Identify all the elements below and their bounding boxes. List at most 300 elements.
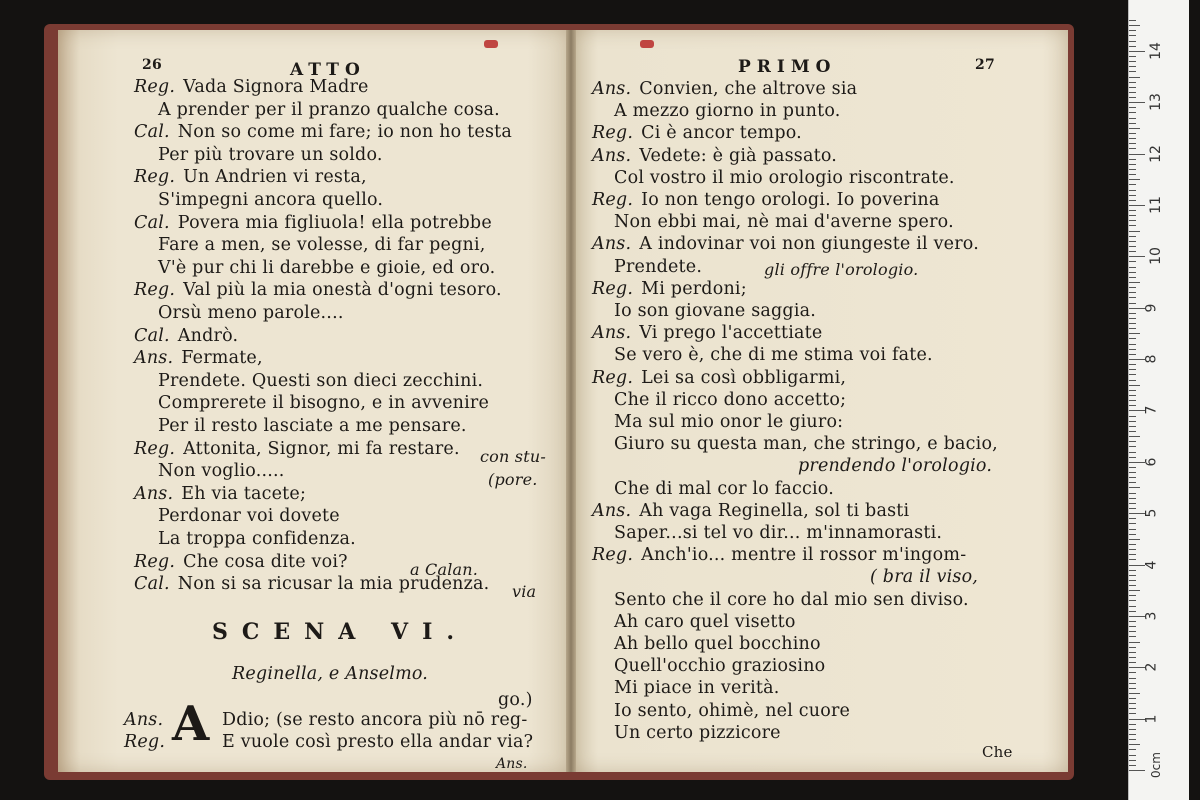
- verse-line: [134, 77, 369, 97]
- verse-line: [592, 501, 909, 521]
- verse-text: Quell'occhio graziosino: [614, 656, 826, 677]
- ruler-tick: [1129, 123, 1136, 124]
- ruler-tick: [1129, 729, 1136, 730]
- ruler-tick: [1129, 477, 1136, 478]
- ruler-tick: [1129, 765, 1136, 766]
- ruler-tick: [1129, 518, 1136, 519]
- ruler-tick: [1129, 133, 1136, 134]
- running-header-left: ATTO: [290, 60, 366, 80]
- ruler-number: 2: [1143, 662, 1160, 672]
- line-continuation: go.): [498, 690, 533, 710]
- catchword-right: Che: [982, 743, 1013, 761]
- speaker-label: Cal.: [134, 122, 170, 143]
- ruler-tick: [1129, 46, 1136, 47]
- ruler-tick: [1129, 261, 1136, 262]
- book-gutter: [566, 30, 576, 772]
- verse-line: [614, 412, 843, 432]
- ruler-tick: [1129, 303, 1136, 304]
- ruler-tick: [1129, 662, 1136, 663]
- ruler-tick: [1129, 698, 1136, 699]
- ruler-tick: [1129, 220, 1136, 221]
- verse-line: [614, 212, 954, 232]
- verse-line: [614, 390, 846, 410]
- ruler-tick: [1129, 267, 1136, 268]
- ruler-tick: [1129, 431, 1136, 432]
- scene-characters: Reginella, e Anselmo.: [232, 664, 429, 684]
- verse-text: Se vero è, che di me stima voi fate.: [614, 345, 933, 366]
- ruler-tick: [1129, 205, 1145, 206]
- verse-line: [158, 100, 500, 120]
- ruler-tick: [1129, 713, 1136, 714]
- verse-text: Lei sa così obbligarmi,: [641, 367, 847, 388]
- speaker-label: Reg.: [134, 77, 176, 97]
- ruler-tick: [1129, 400, 1136, 401]
- verse-line: [614, 257, 702, 277]
- scene-title: SCENA VI.: [212, 619, 469, 645]
- stage-direction: via: [512, 582, 537, 601]
- verse-line: [592, 545, 966, 565]
- ruler-tick: [1129, 118, 1136, 119]
- ruler-tick: [1129, 595, 1136, 596]
- ruler-tick: [1129, 570, 1136, 571]
- verse-line: [614, 479, 834, 499]
- verse-line: [614, 345, 933, 365]
- verse-text: Giuro su questa man, che stringo, e bacio,: [614, 434, 998, 455]
- ruler-tick: [1129, 179, 1140, 180]
- verse-text: Ah caro quel visetto: [614, 611, 796, 632]
- verse-line: [592, 190, 939, 210]
- ruler-tick: [1129, 256, 1145, 257]
- ruler-tick: [1129, 61, 1136, 62]
- ruler-tick: [1129, 724, 1136, 725]
- ruler-tick: [1129, 97, 1136, 98]
- stage-direction: con stu-: [480, 447, 546, 466]
- verse-text: Orsù meno parole....: [158, 303, 344, 323]
- ruler-tick: [1129, 487, 1140, 488]
- verse-text: Mi piace in verità.: [614, 678, 780, 699]
- verse-text: Vada Signora Madre: [183, 77, 369, 97]
- verse-text: Non si sa ricusar la mia prudenza.: [177, 574, 490, 595]
- ruler-tick: [1129, 169, 1136, 170]
- verse-line: [134, 167, 367, 187]
- ruler-number: 3: [1143, 611, 1160, 621]
- verse-line: [158, 393, 489, 413]
- ruler-tick: [1129, 159, 1136, 160]
- ruler-tick: [1129, 20, 1136, 21]
- verse-line: [614, 168, 955, 188]
- ruler-tick: [1129, 174, 1136, 175]
- ruler-tick: [1129, 441, 1136, 442]
- ruler-tick: [1129, 82, 1136, 83]
- ruler-tick: [1129, 611, 1136, 612]
- verse-line: [592, 146, 837, 166]
- speaker-label: Ans.: [134, 348, 174, 369]
- ruler-tick: [1129, 626, 1136, 627]
- ruler-tick: [1129, 652, 1136, 653]
- ruler-tick: [1129, 708, 1136, 709]
- ruler-number: 6: [1143, 457, 1160, 467]
- ruler-tick: [1129, 390, 1136, 391]
- ruler-tick: [1129, 71, 1136, 72]
- ruler-tick: [1129, 421, 1136, 422]
- verse-line: [134, 552, 348, 572]
- ruler-tick: [1129, 87, 1136, 88]
- ruler-tick: [1129, 349, 1136, 350]
- ruler-tick: [1129, 287, 1136, 288]
- ruler-tick: [1129, 446, 1136, 447]
- stage-direction: (pore.: [488, 470, 538, 489]
- ruler-tick: [1129, 344, 1136, 345]
- speaker-label: Ans.: [134, 483, 174, 504]
- ruler-tick: [1129, 297, 1136, 298]
- verse-line: [592, 79, 857, 99]
- catchword-left: Ans.: [496, 756, 528, 772]
- verse-text: Ma sul mio onor le giuro:: [614, 412, 844, 432]
- verse-text: Prendete.: [614, 256, 703, 277]
- verse-text: Sento che il core ho dal mio sen diviso.: [614, 589, 969, 610]
- verse-text: Non so come mi fare; io non ho testa: [177, 122, 512, 143]
- verse-text: Convien, che altrove sia: [639, 79, 858, 99]
- ruler-tick: [1129, 678, 1136, 679]
- ruler-tick: [1129, 426, 1136, 427]
- verse-line: [592, 234, 979, 254]
- ruler-number: 8: [1143, 354, 1160, 364]
- ruler-tick: [1129, 739, 1136, 740]
- verse-text: Fermate,: [181, 348, 263, 369]
- closing-line: [124, 732, 173, 752]
- ruler-tick: [1129, 148, 1136, 149]
- verse-line: [158, 303, 344, 323]
- verse-line: [134, 348, 263, 368]
- ruler-tick: [1129, 734, 1136, 735]
- speaker-label: Cal.: [134, 212, 170, 233]
- verse-text: Povera mia figliuola! ella potrebbe: [177, 212, 492, 233]
- ruler-tick: [1129, 600, 1136, 601]
- verse-line: [614, 301, 816, 321]
- ruler-tick: [1129, 210, 1136, 211]
- verse-text: Ah vaga Reginella, sol ti basti: [639, 500, 910, 521]
- ruler-tick: [1129, 41, 1136, 42]
- verse-text: Un Andrien vi resta,: [183, 167, 367, 188]
- closing-line-text: Ddio; (se resto ancora più nō reg-: [222, 710, 528, 730]
- ruler-number: 13: [1147, 93, 1164, 112]
- page-number-right: 27: [975, 57, 995, 73]
- verse-line: [134, 326, 238, 346]
- verse-line: [592, 279, 747, 299]
- speaker-label: Reg.: [592, 278, 634, 299]
- ruler-number: 5: [1143, 508, 1160, 518]
- ruler-tick: [1129, 323, 1136, 324]
- ruler-tick: [1129, 35, 1136, 36]
- closing-line: [124, 710, 171, 730]
- ruler-tick: [1129, 277, 1136, 278]
- verse-line: [134, 484, 306, 504]
- ruler-number: 10: [1147, 247, 1164, 266]
- verse-line: [134, 213, 492, 233]
- ruler-tick: [1129, 184, 1136, 185]
- ruler-tick: [1129, 231, 1140, 232]
- verse-text: Mi perdoni;: [641, 278, 747, 299]
- verse-text: Comprerete il bisogno, e in avvenire: [158, 393, 490, 414]
- verse-line: [158, 371, 483, 391]
- ruler-tick: [1129, 534, 1136, 535]
- ruler-number: 4: [1143, 560, 1160, 569]
- speaker-label: Ans.: [592, 79, 632, 99]
- ruler-tick: [1129, 405, 1136, 406]
- verse-line: [614, 701, 850, 721]
- ruler-tick: [1129, 333, 1140, 334]
- ruler-tick: [1129, 482, 1136, 483]
- ruler-tick: [1129, 760, 1136, 761]
- verse-line: [592, 368, 846, 388]
- ruler-tick: [1129, 529, 1136, 530]
- ruler-number: 12: [1147, 144, 1164, 163]
- verse-text: Per il resto lasciate a me pensare.: [158, 416, 467, 436]
- verse-line: [158, 529, 356, 549]
- ruler-tick: [1129, 246, 1136, 247]
- ruler-number: 11: [1147, 196, 1164, 214]
- verse-line: [614, 656, 825, 676]
- speaker-label: Reg.: [134, 551, 176, 572]
- speaker-label: Reg.: [134, 167, 176, 188]
- ruler-tick: [1129, 56, 1136, 57]
- running-header-right: PRIMO: [738, 57, 837, 77]
- ruler-tick: [1129, 755, 1136, 756]
- ruler-tick: [1129, 744, 1140, 745]
- verse-line: [614, 612, 796, 632]
- ruler-tick: [1129, 539, 1140, 540]
- verse-line: [614, 590, 969, 610]
- ruler-tick: [1129, 241, 1136, 242]
- ruler-number: 7: [1143, 405, 1160, 415]
- verse-text: A mezzo giorno in punto.: [614, 101, 841, 122]
- ruler-tick: [1129, 128, 1140, 129]
- ruler-tick: [1129, 457, 1136, 458]
- verse-line: [158, 235, 486, 255]
- verse-line: [614, 678, 780, 698]
- verse-text: La troppa confidenza.: [158, 529, 356, 549]
- ruler-tick: [1129, 215, 1136, 216]
- ruler-tick: [1129, 380, 1136, 381]
- ruler-tick: [1129, 107, 1136, 108]
- ruler-tick: [1129, 395, 1136, 396]
- ruler-tick: [1129, 292, 1136, 293]
- verse-line: [158, 190, 383, 210]
- ruler-tick: [1129, 282, 1140, 283]
- ruler-tick: [1129, 112, 1136, 113]
- ruler-tick: [1129, 416, 1136, 417]
- ruler-tick: [1129, 549, 1136, 550]
- ruler-tick: [1129, 138, 1136, 139]
- ruler-tick: [1129, 92, 1136, 93]
- ruler-tick: [1129, 631, 1136, 632]
- ruler-tick: [1129, 102, 1145, 103]
- verse-line: [158, 145, 383, 165]
- verse-text: A prender per il pranzo qualche cosa.: [158, 99, 500, 120]
- ruler-tick: [1129, 77, 1140, 78]
- verse-text: Per più trovare un soldo.: [158, 144, 383, 165]
- ruler-tick: [1129, 606, 1136, 607]
- ruler-tick: [1129, 672, 1136, 673]
- speaker-label: Reg.: [134, 438, 176, 459]
- verse-text: A indovinar voi non giungeste il vero.: [639, 234, 979, 255]
- ruler-tick: [1129, 688, 1136, 689]
- ruler-tick: [1129, 385, 1140, 386]
- speaker-label: Ans.: [592, 500, 632, 521]
- ruler-tick: [1129, 636, 1136, 637]
- verse-text: Fare a men, se volesse, di far pegni,: [158, 235, 486, 256]
- verse-line: [614, 434, 998, 454]
- verse-line: [592, 323, 822, 343]
- ruler-tick: [1129, 621, 1136, 622]
- speaker-label: Cal.: [134, 325, 170, 346]
- closing-line-text: E vuole così presto ella andar via?: [222, 732, 534, 752]
- verse-text: ( bra il viso,: [870, 567, 979, 588]
- verse-text: Vi prego l'accettiate: [639, 323, 823, 344]
- ruler-tick: [1129, 251, 1136, 252]
- measurement-ruler: [1128, 0, 1189, 800]
- ruler-tick: [1129, 30, 1136, 31]
- speaker-label: Ans.: [124, 710, 164, 730]
- verse-line: [614, 523, 942, 543]
- ruler-tick: [1129, 313, 1136, 314]
- ruler-unit-label: 0cm: [1148, 752, 1163, 778]
- ruler-tick: [1129, 498, 1136, 499]
- ruler-tick: [1129, 318, 1136, 319]
- verse-line: [134, 280, 502, 300]
- speaker-label: Ans.: [592, 323, 632, 344]
- ruler-tick: [1129, 225, 1136, 226]
- verse-line: [158, 461, 285, 481]
- verse-text: Saper...si tel vo dir... m'innamorasti.: [614, 523, 943, 543]
- ruler-tick: [1129, 467, 1136, 468]
- verse-text: Io sento, ohimè, nel cuore: [614, 700, 851, 721]
- verse-text: Ah bello quel bocchino: [614, 634, 821, 654]
- ruler-tick: [1129, 703, 1136, 704]
- verse-line: [158, 258, 495, 278]
- speaker-label: Reg.: [592, 190, 634, 210]
- verse-text: Non ebbi mai, nè mai d'averne spero.: [614, 212, 954, 233]
- speaker-label: Reg.: [124, 732, 166, 752]
- stage-direction: gli offre l'orologio.: [764, 260, 919, 279]
- red-edge-mark: [640, 40, 654, 48]
- stage-direction: a Calan.: [410, 560, 479, 579]
- ruler-tick: [1129, 647, 1136, 648]
- ruler-tick: [1129, 51, 1145, 52]
- speaker-label: Reg.: [592, 545, 634, 566]
- ruler-tick: [1129, 770, 1145, 771]
- ruler-tick: [1129, 200, 1136, 201]
- ruler-tick: [1129, 559, 1136, 560]
- verse-line: [134, 439, 460, 459]
- verse-text: Che di mal cor lo faccio.: [614, 478, 834, 499]
- ruler-tick: [1129, 493, 1136, 494]
- verse-text: Col vostro il mio orologio riscontrate.: [614, 167, 955, 188]
- verse-text: Anch'io... mentre il rossor m'ingom-: [641, 545, 967, 566]
- verse-line: [134, 122, 512, 142]
- verse-text: Che cosa dite voi?: [183, 551, 348, 572]
- ruler-tick: [1129, 452, 1136, 453]
- speaker-label: Ans.: [592, 145, 632, 166]
- speaker-label: Cal.: [134, 574, 170, 595]
- ruler-tick: [1129, 369, 1136, 370]
- red-edge-mark: [484, 40, 498, 48]
- ruler-tick: [1129, 554, 1136, 555]
- verse-text: Non voglio.....: [158, 461, 285, 482]
- verse-text: Attonita, Signor, mi fa restare.: [183, 438, 460, 459]
- ruler-tick: [1129, 508, 1136, 509]
- ruler-tick: [1129, 503, 1136, 504]
- ruler-tick: [1129, 272, 1136, 273]
- verse-text: Perdonar voi dovete: [158, 506, 340, 527]
- verse-text: S'impegni ancora quello.: [158, 190, 384, 210]
- ruler-tick: [1129, 436, 1140, 437]
- page-number-left: 26: [142, 57, 162, 73]
- ruler-tick: [1129, 354, 1136, 355]
- verse-line: [158, 416, 467, 436]
- ruler-tick: [1129, 66, 1136, 67]
- verse-line: [592, 123, 802, 143]
- verse-text: prendendo l'orologio.: [798, 456, 993, 477]
- verse-text: Prendete. Questi son dieci zecchini.: [158, 370, 484, 391]
- ruler-tick: [1129, 164, 1136, 165]
- ruler-tick: [1129, 25, 1140, 26]
- ruler-tick: [1129, 657, 1136, 658]
- ruler-number: 14: [1147, 41, 1164, 60]
- ruler-tick: [1129, 472, 1136, 473]
- verse-text: Che il ricco dono accetto;: [614, 389, 847, 410]
- verse-line: [614, 101, 841, 121]
- speaker-label: Ans.: [592, 234, 632, 255]
- ruler-tick: [1129, 195, 1136, 196]
- verse-text: Io son giovane saggia.: [614, 301, 817, 321]
- verse-text: Un certo pizzicore: [614, 722, 781, 743]
- ruler-tick: [1129, 523, 1136, 524]
- ruler-tick: [1129, 749, 1136, 750]
- speaker-label: Reg.: [134, 280, 176, 301]
- ruler-tick: [1129, 374, 1136, 375]
- ruler-tick: [1129, 190, 1136, 191]
- ruler-tick: [1129, 154, 1145, 155]
- verse-text: Io non tengo orologi. Io poverina: [641, 190, 940, 210]
- verse-line: [798, 456, 992, 476]
- ruler-tick: [1129, 590, 1140, 591]
- ruler-number: 9: [1143, 303, 1160, 313]
- speaker-label: Reg.: [592, 367, 634, 388]
- ruler-tick: [1129, 544, 1136, 545]
- ruler-tick: [1129, 364, 1136, 365]
- verse-text: Val più la mia onestà d'ogni tesoro.: [183, 280, 502, 301]
- speaker-label: Reg.: [592, 123, 634, 144]
- ruler-tick: [1129, 585, 1136, 586]
- ruler-tick: [1129, 683, 1136, 684]
- verse-text: V'è pur chi li darebbe e gioie, ed oro.: [158, 257, 496, 278]
- ruler-tick: [1129, 328, 1136, 329]
- verse-line: [870, 567, 978, 587]
- ruler-tick: [1129, 338, 1136, 339]
- verse-line: [614, 723, 781, 743]
- ruler-number: 1: [1143, 714, 1160, 724]
- ruler-tick: [1129, 642, 1140, 643]
- verse-line: [614, 634, 821, 654]
- verse-text: Ci è ancor tempo.: [641, 123, 802, 144]
- drop-cap: A: [172, 696, 210, 752]
- ruler-tick: [1129, 575, 1136, 576]
- verse-text: Vedete: è già passato.: [639, 145, 838, 166]
- verse-line: [158, 506, 340, 526]
- ruler-tick: [1129, 580, 1136, 581]
- ruler-tick: [1129, 143, 1136, 144]
